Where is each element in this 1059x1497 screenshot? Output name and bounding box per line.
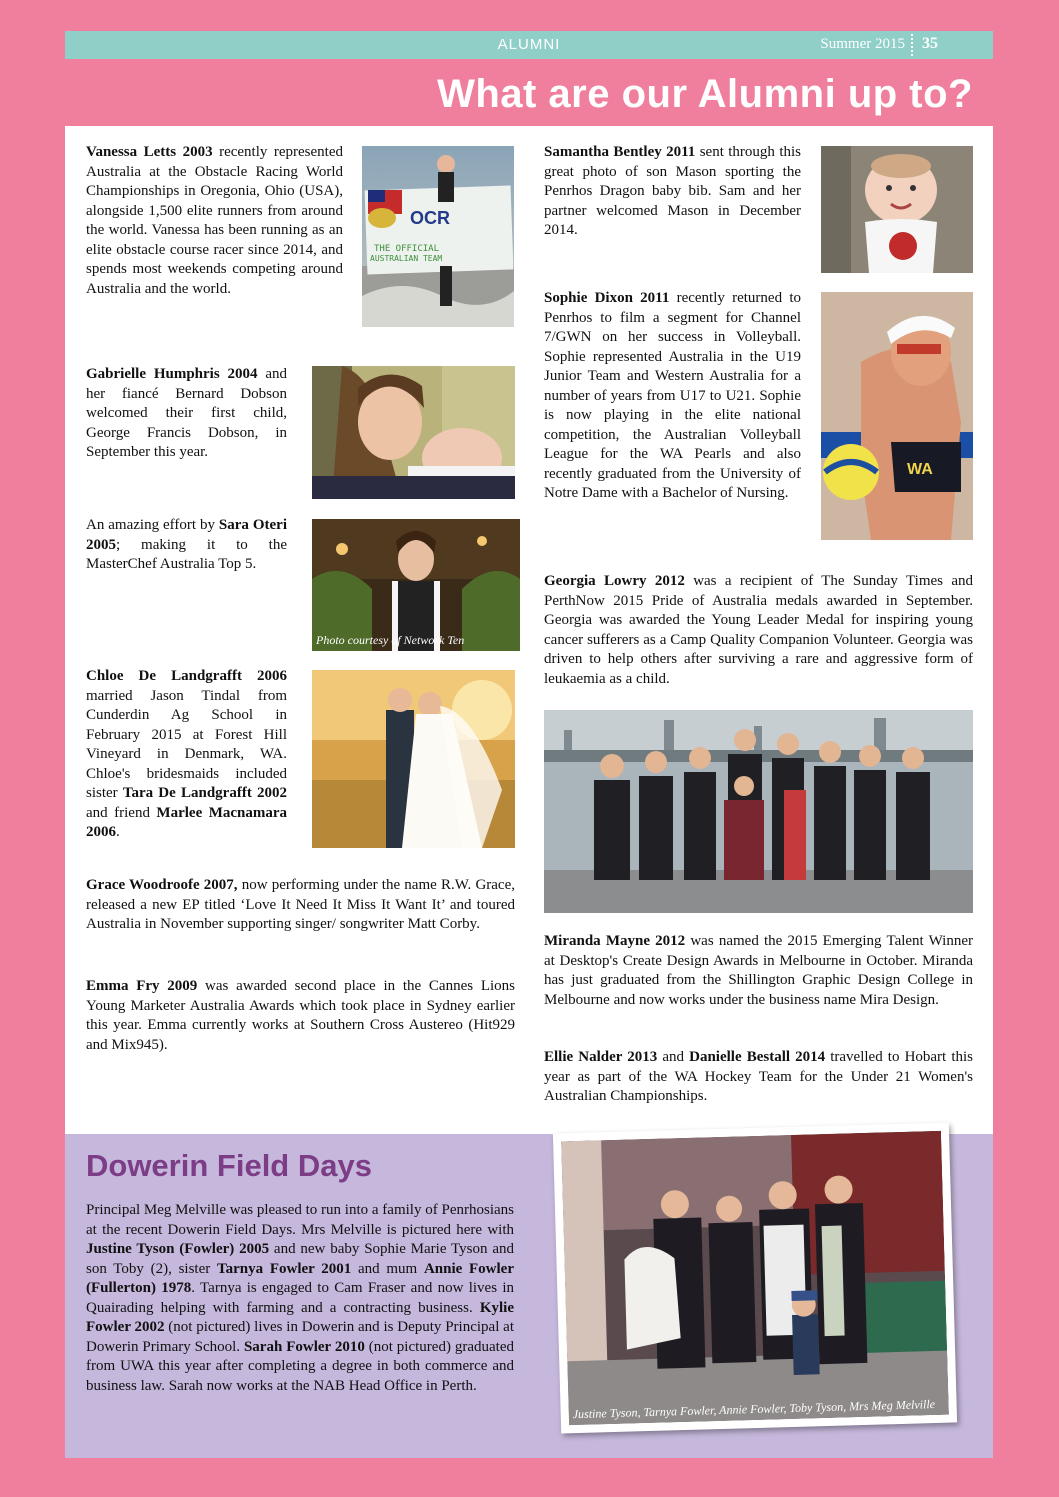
story-sophie: Sophie Dixon 2011 recently returned to Penrhos to film a segment for Channel 7/GWN on her success in Volleyball. Sophie represented Australia in the U19 Junior Team and Western Australia for a number of years from U17 to U21. Sophie is now playing in the elite national competition, the Australian Volleyball League for the WA Pearls and also recently graduated from the University of Notre Dame with a Bachelor of Nursing. (544, 290, 801, 501)
story-miranda: Miranda Mayne 2012 was named the 2015 Emerging Talent Winner at Desktop's Create Design Awards in Melbourne in October. Miranda has just graduated from the Shillington Graphic Design College in Melbourne and now works under the business name Mira Design. (544, 933, 973, 1008)
photo-vanessa (362, 146, 514, 327)
photo-sophie (821, 292, 973, 540)
dowerin-title: Dowerin Field Days (86, 1148, 372, 1183)
svg-text:THE OFFICIAL: THE OFFICIAL (374, 244, 440, 254)
section-label: ALUMNI (497, 36, 561, 53)
story-vanessa: Vanessa Letts 2003 recently represented Australia at the Obstacle Racing World Championships in Oregonia, Ohio (USA), alongside 1,500 elite runners from around the world. Vanessa has been running as an elite obstacle course racer since 2014, and spends most weekends competing around Australia and the world. (86, 144, 343, 297)
story-chloe: Chloe De Landgrafft 2006 married Jason Tindal from Cunderdin Ag School in February 2015 at Forest Hill Vineyard in Denmark, WA. Chloe's bridesmaids included sister Tara De Landgrafft 2002 and friend Marlee Macnamara 2006. (86, 668, 287, 840)
page-title: What are our Alumni up to? (437, 72, 973, 116)
story-samantha: Samantha Bentley 2011 sent through this great photo of son Mason sporting the Penrhos Dragon baby bib. Sam and her partner welcomed Mason in December 2014. (544, 144, 802, 238)
svg-text:AUSTRALIAN TEAM: AUSTRALIAN TEAM (370, 254, 443, 263)
issue-label: Summer 2015 (820, 36, 905, 52)
story-ellie: Ellie Nalder 2013 and Danielle Bestall 2014 travelled to Hobart this year as part of the WA Hockey Team for the Under 21 Women's Australian Championships. (544, 1049, 973, 1104)
story-sara: An amazing effort by Sara Oteri 2005; making it to the MasterChef Australia Top 5. (86, 517, 287, 572)
dowerin-photo-caption: Justine Tyson, Tarnya Fowler, Annie Fowler, Toby Tyson, Mrs Meg Melville (572, 1397, 936, 1422)
photo-dowerin-family (553, 1123, 957, 1434)
photo-georgia-group (544, 710, 973, 913)
svg-text:WA: WA (907, 461, 933, 478)
photo-gabrielle (312, 366, 515, 499)
photo-samantha (821, 146, 973, 273)
sara-photo-caption: Photo courtesy of Network Ten (316, 633, 465, 647)
story-gabrielle: Gabrielle Humphris 2004 and her fiancé Bernard Dobson welcomed their first child, George Francis Dobson, in September this year. (86, 366, 287, 460)
header-divider (911, 34, 913, 56)
story-georgia: Georgia Lowry 2012 was a recipient of The Sunday Times and PerthNow 2015 Pride of Australia medals awarded in September. Georgia was awarded the Young Leader Medal for inspiring young cancer sufferers as a Camp Quality Companion Volunteer. Georgia was driven to help others after surviving a rare and aggressive form of leukaemia as a child. (544, 573, 973, 687)
svg-text:OCR: OCR (410, 208, 450, 228)
header-bar (65, 31, 993, 59)
page-number: 35 (922, 35, 938, 52)
photo-sara (312, 519, 520, 651)
story-emma: Emma Fry 2009 was awarded second place in the Cannes Lions Young Marketer Australia Awards which took place in Sydney earlier this year. Emma currently works at Southern Cross Austereo (Hit929 and Mix945). (86, 978, 515, 1053)
story-grace: Grace Woodroofe 2007, now performing under the name R.W. Grace, released a new EP titled ‘Love It Need It Miss It Want It’ and toured Australia in November supporting singer/ songwriter Matt Corby. (86, 877, 515, 932)
dowerin-text: Principal Meg Melville was pleased to run into a family of Penrhosians at the recent Dowerin Field Days. Mrs Melville is pictured here with Justine Tyson (Fowler) 2005 and new baby Sophie Marie Tyson and son Toby (2), sister Tarnya Fowler 2001 and mum Annie Fowler (Fullerton) 1978. Tarnya is engaged to Cam Fraser and now lives in Quairading helping with farming and a contracting business. Kylie Fowler 2002 (not pictured) lives in Dowerin and is Deputy Principal at Dowerin Primary School. Sarah Fowler 2010 (not pictured) graduated from UWA this year after completing a degree in both commerce and business law. Sarah now works at the NAB Head Office in Perth. (86, 1202, 515, 1394)
photo-chloe (312, 670, 515, 848)
